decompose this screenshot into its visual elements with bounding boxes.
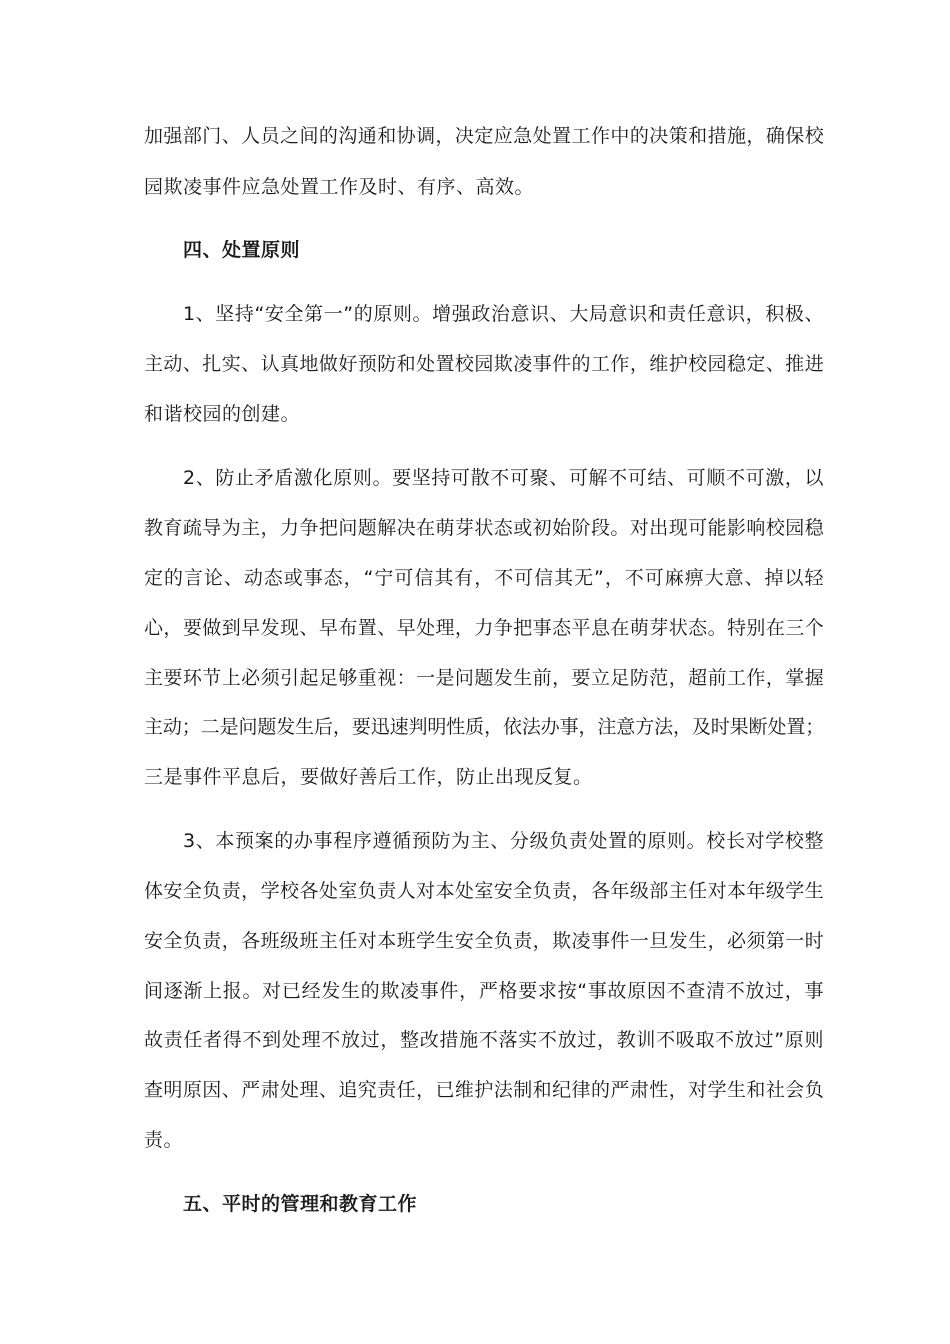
paragraph-line: 故责任者得不到处理不放过，整改措施不落实不放过，教训不吸取不放过”原则 — [144, 1029, 824, 1051]
paragraph-line: 心，要做到早发现、早布置、早处理，力争把事态平息在萌芽状态。特别在三个 — [144, 617, 824, 639]
paragraph-line: 体安全负责，学校各处室负责人对本处室安全负责，各年级部主任对本年级学生 — [144, 880, 824, 902]
paragraph-line: 定的言论、动态或事态，“宁可信其有，不可信其无”，不可麻痹大意、掉以轻 — [144, 567, 824, 589]
section-heading: 四、处置原则 — [183, 239, 301, 261]
paragraph-line: 3、本预案的办事程序遵循预防为主、分级负责处置的原则。校长对学校整 — [183, 830, 824, 852]
intro-line: 园欺凌事件应急处置工作及时、有序、高效。 — [144, 176, 535, 198]
paragraph-line: 和谐校园的创建。 — [144, 403, 301, 425]
paragraph-line: 间逐渐上报。对已经发生的欺凌事件，严格要求按“事故原因不查清不放过，事 — [144, 980, 824, 1002]
paragraph-line: 1、坚持“安全第一”的原则。增强政治意识、大局意识和责任意识，积极、 — [183, 303, 824, 325]
paragraph-line: 2、防止矛盾激化原则。要坚持可散不可聚、可解不可结、可顺不可激，以 — [183, 467, 824, 489]
section-heading: 五、平时的管理和教育工作 — [183, 1193, 418, 1215]
paragraph-line: 三是事件平息后，要做好善后工作，防止出现反复。 — [144, 766, 593, 788]
intro-line: 加强部门、人员之间的沟通和协调，决定应急处置工作中的决策和措施，确保校 — [144, 125, 824, 147]
paragraph-line: 责。 — [144, 1129, 184, 1151]
paragraph-line: 教育疏导为主，力争把问题解决在萌芽状态或初始阶段。对出现可能影响校园稳 — [144, 517, 824, 539]
paragraph-line: 主动；二是问题发生后，要迅速判明性质，依法办事，注意方法，及时果断处置； — [144, 716, 824, 738]
paragraph-line: 主动、扎实、认真地做好预防和处置校园欺凌事件的工作，维护校园稳定、推进 — [144, 353, 824, 375]
paragraph-line: 安全负责，各班级班主任对本班学生安全负责，欺凌事件一旦发生，必须第一时 — [144, 930, 824, 952]
paragraph-line: 查明原因、严肃处理、追究责任，已维护法制和纪律的严肃性，对学生和社会负 — [144, 1079, 824, 1101]
paragraph-line: 主要环节上必须引起足够重视：一是问题发生前，要立足防范，超前工作，掌握 — [144, 667, 824, 689]
